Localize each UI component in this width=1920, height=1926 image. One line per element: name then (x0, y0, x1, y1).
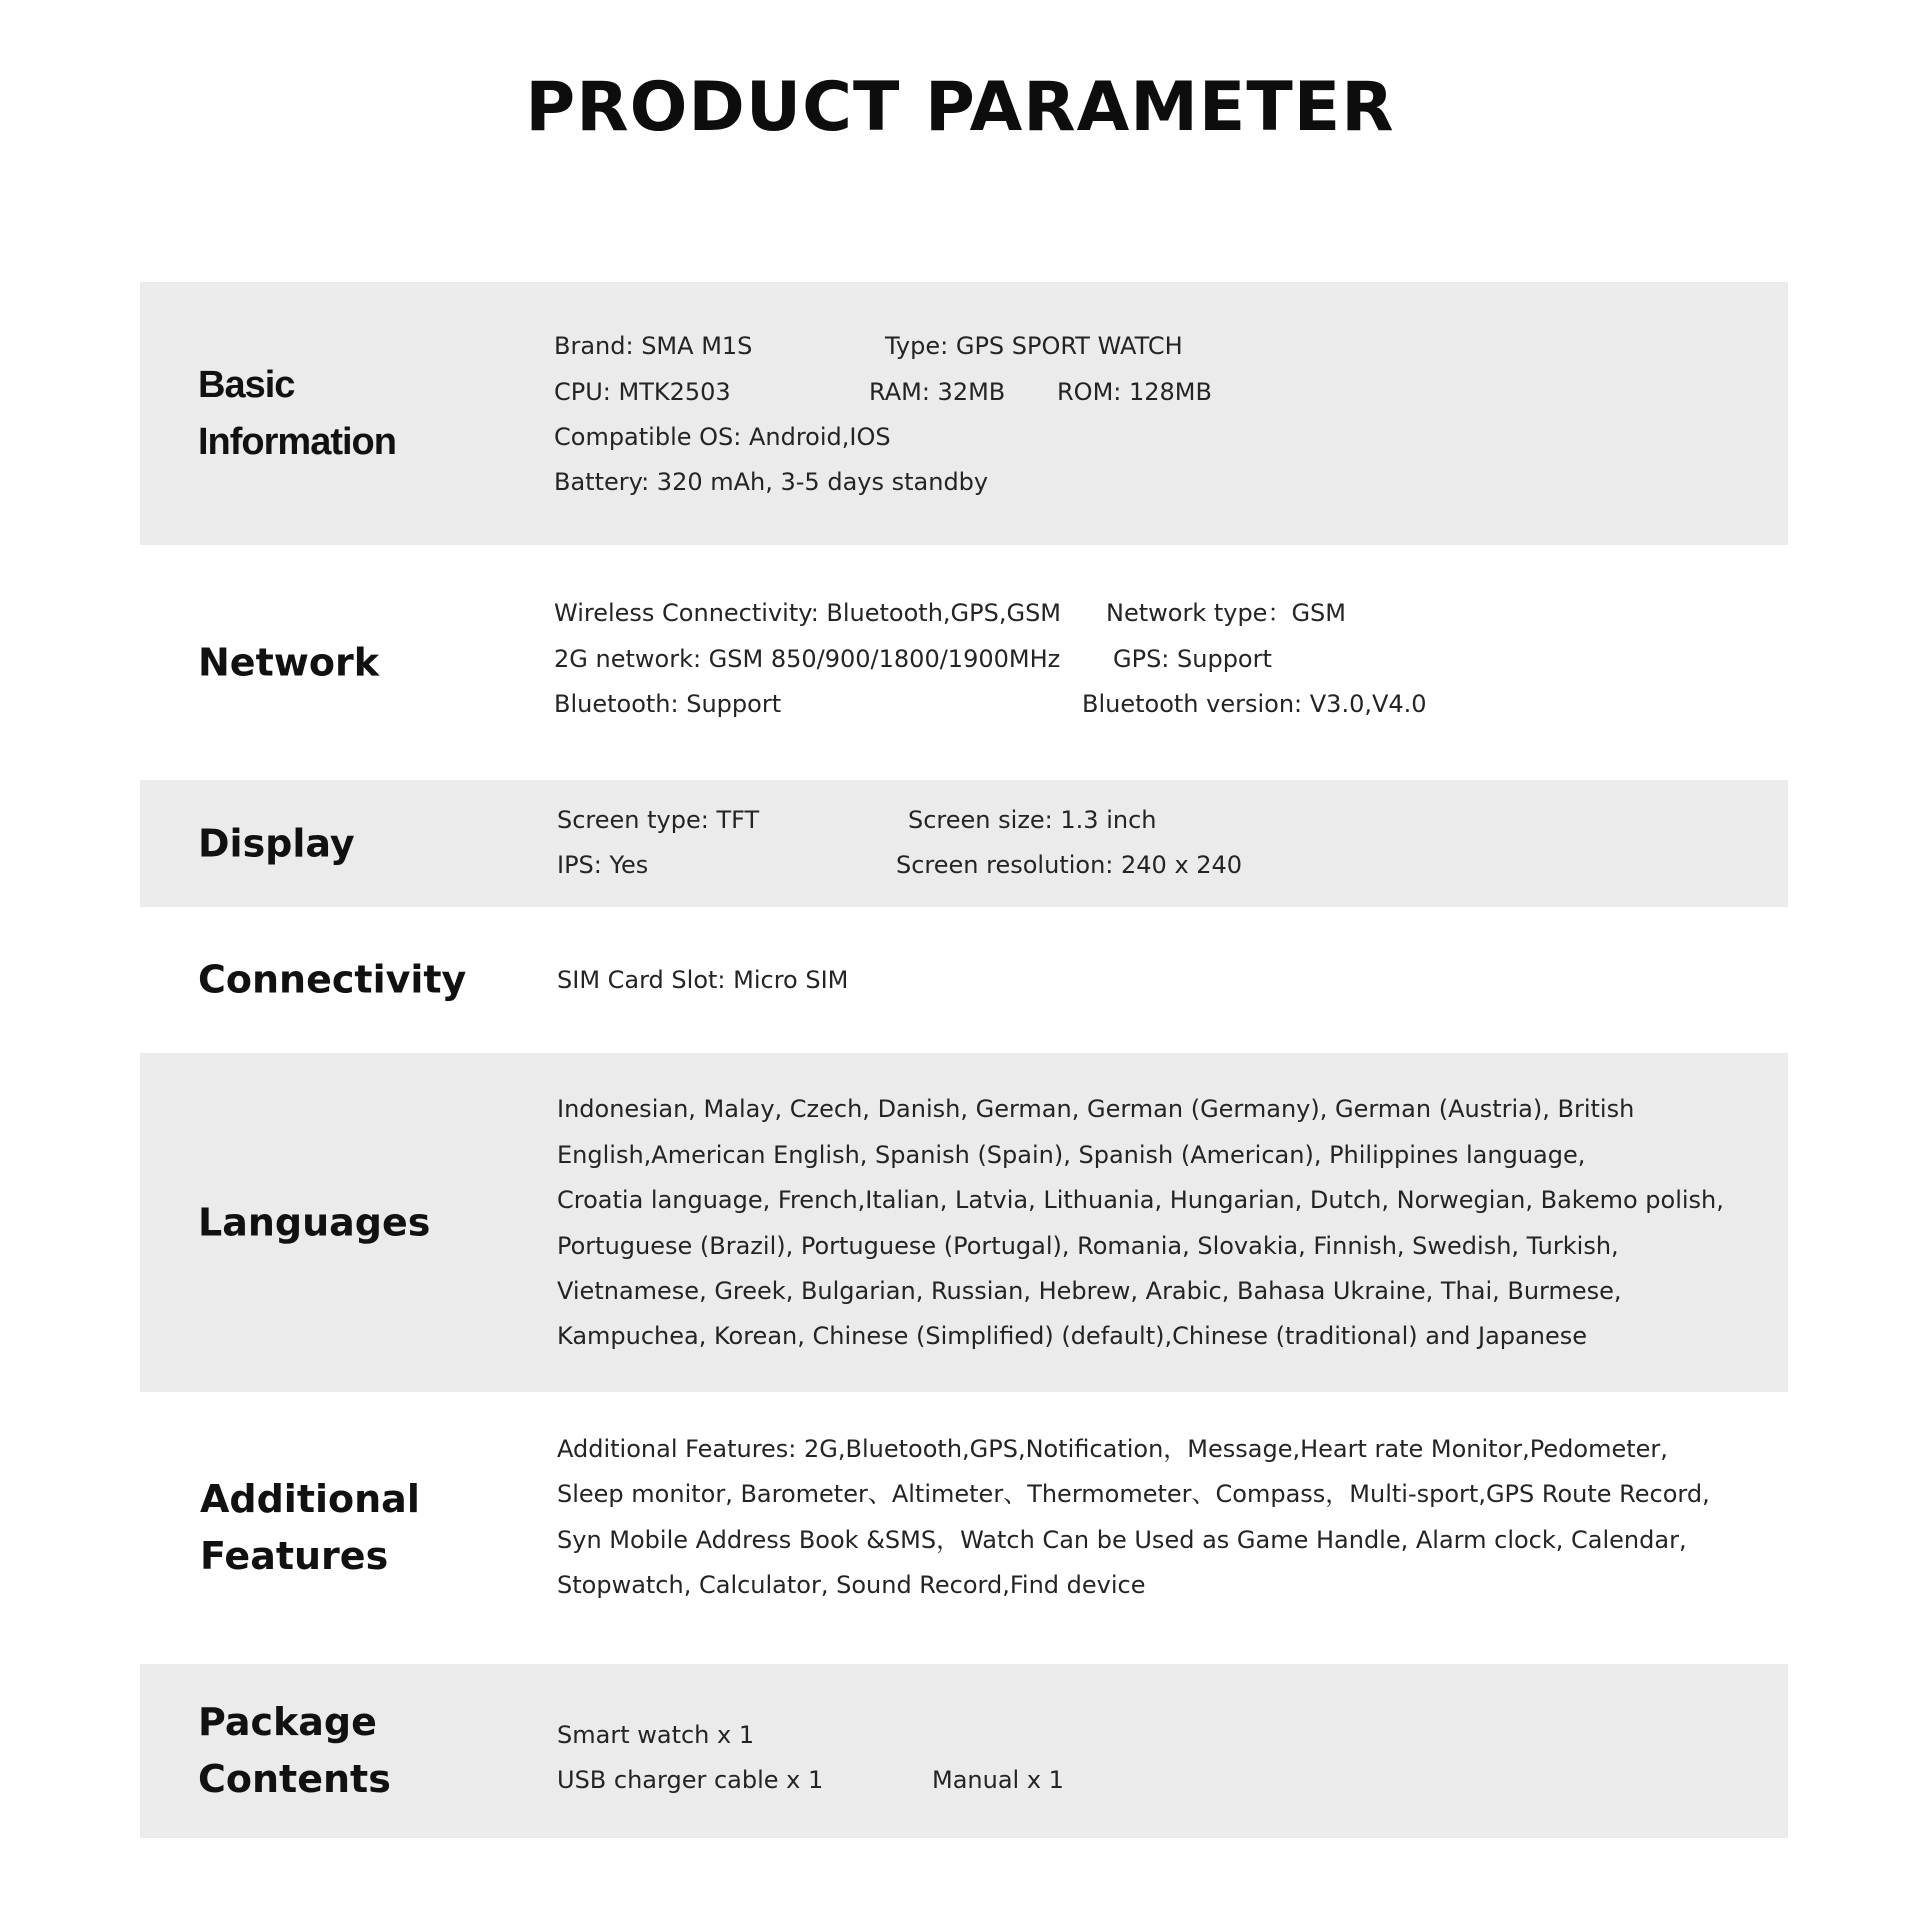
section-label-line: Network (198, 640, 379, 684)
features-line: Additional Features: 2G,Bluetooth,GPS,Notification，Message,Heart rate Monitor,Pedometer, (557, 1435, 1668, 1463)
package-smart-watch: Smart watch x 1 (557, 1721, 755, 1749)
spec-brand: Brand: SMA M1S (554, 332, 753, 360)
spec-wireless-connectivity: Wireless Connectivity: Bluetooth,GPS,GSM (554, 599, 1062, 627)
section-languages (140, 1053, 1788, 1392)
spec-battery: Battery: 320 mAh, 3-5 days standby (554, 468, 989, 496)
section-label (198, 815, 355, 872)
spec-bluetooth: Bluetooth: Support (554, 690, 782, 718)
languages-line: Portuguese (Brazil), Portuguese (Portugal), Romania, Slovakia, Finnish, Swedish, Turkish, (557, 1232, 1619, 1260)
languages-line: Vietnamese, Greek, Bulgarian, Russian, Hebrew, Arabic, Bahasa Ukraine, Thai, Burmese, (557, 1277, 1622, 1305)
spec-rom: ROM: 128MB (1057, 378, 1212, 406)
section-label (198, 357, 396, 471)
section-label (198, 1194, 430, 1251)
spec-cpu: CPU: MTK2503 (554, 378, 731, 406)
spec-ram: RAM: 32MB (869, 378, 1006, 406)
section-additional-features (140, 1392, 1788, 1664)
spec-2g-network: 2G network: GSM 850/900/1800/1900MHz (554, 645, 1061, 673)
languages-line: Kampuchea, Korean, Chinese (Simplified) (default),Chinese (traditional) and Japanese (557, 1322, 1587, 1350)
section-label-line: Contents (198, 1757, 391, 1801)
spec-screen-type: Screen type: TFT (557, 806, 760, 834)
section-label-line: Information (198, 420, 396, 463)
section-network (140, 545, 1788, 780)
package-usb-cable: USB charger cable x 1 (557, 1766, 824, 1794)
section-label-line: Languages (198, 1200, 431, 1244)
spec-compatible-os: Compatible OS: Android,IOS (554, 423, 891, 451)
spec-ips: IPS: Yes (557, 851, 649, 879)
spec-gps: GPS: Support (1113, 645, 1272, 673)
spec-type: Type: GPS SPORT WATCH (885, 332, 1183, 360)
languages-line: English,American English, Spanish (Spain), Spanish (American), Philippines language, (557, 1141, 1586, 1169)
features-line: Sleep monitor, Barometer、Altimeter、Thermometer、Compass，Multi-sport,GPS Route Record, (557, 1480, 1710, 1508)
spec-sim-card-slot: SIM Card Slot: Micro SIM (557, 966, 849, 994)
section-display (140, 780, 1788, 907)
package-manual: Manual x 1 (932, 1766, 1064, 1794)
section-label-line: Additional (200, 1477, 420, 1521)
section-label (198, 952, 466, 1009)
section-label (198, 1694, 391, 1808)
section-connectivity (140, 907, 1788, 1053)
section-label-line: Basic (198, 363, 295, 406)
languages-line: Indonesian, Malay, Czech, Danish, German, German (Germany), German (Austria), British (557, 1095, 1635, 1123)
spec-network-type: Network type：GSM (1106, 599, 1346, 627)
section-label (200, 1471, 420, 1585)
section-label-line: Features (200, 1534, 389, 1578)
page-title: PRODUCT PARAMETER (525, 68, 1395, 147)
features-line: Stopwatch, Calculator, Sound Record,Find device (557, 1571, 1146, 1599)
languages-line: Croatia language, French,Italian, Latvia, Lithuania, Hungarian, Dutch, Norwegian, Bakemo polish, (557, 1186, 1724, 1214)
section-package-contents (140, 1664, 1788, 1838)
section-label-line: Package (198, 1700, 377, 1744)
section-label-line: Display (198, 821, 355, 865)
spec-screen-resolution: Screen resolution: 240 x 240 (896, 851, 1243, 879)
spec-bluetooth-version: Bluetooth version: V3.0,V4.0 (1082, 690, 1427, 718)
features-line: Syn Mobile Address Book &SMS，Watch Can be Used as Game Handle, Alarm clock, Calendar, (557, 1526, 1687, 1554)
section-basic-information (140, 282, 1788, 545)
spec-screen-size: Screen size: 1.3 inch (908, 806, 1157, 834)
section-label-line: Connectivity (198, 957, 467, 1002)
section-label (198, 634, 379, 691)
